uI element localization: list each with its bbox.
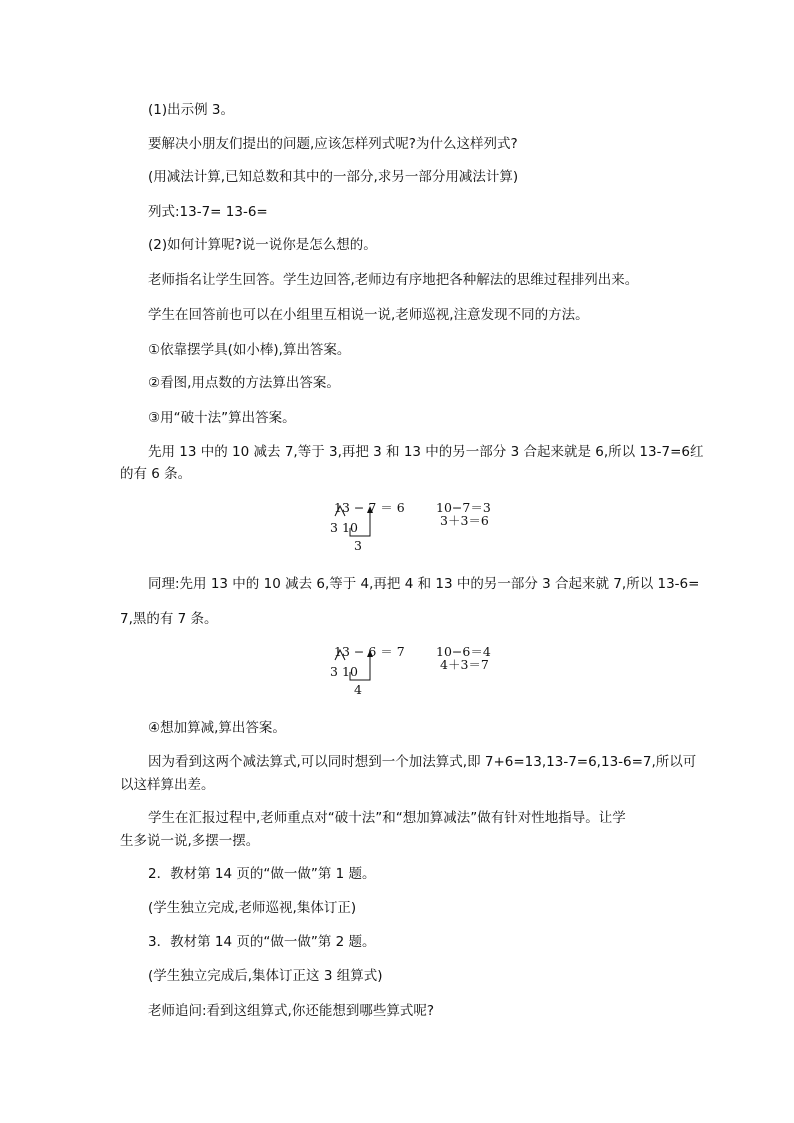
paragraph: ③用“破十法”算出答案。: [148, 410, 296, 426]
step-1: 10−6＝4: [436, 644, 491, 659]
split-left: 3: [330, 520, 338, 535]
split-left: 3: [330, 664, 338, 679]
paragraph: 的有 6 条。: [120, 466, 192, 482]
step-2: 4＋3＝7: [440, 657, 489, 672]
paragraph: 老师指名让学生回答。学生边回答,老师边有序地把各种解法的思维过程排列出来。: [148, 272, 639, 288]
paragraph: ④想加算减,算出答案。: [148, 720, 286, 736]
paragraph: 老师追问:看到这组算式,你还能想到哪些算式呢?: [148, 1003, 435, 1019]
paragraph: 列式:13-7= 13-6=: [148, 204, 268, 220]
paragraph: ①依靠摆学具(如小棒),算出答案。: [148, 342, 351, 358]
break-ten-diagram: [330, 496, 500, 556]
split-right: 10: [342, 520, 358, 535]
paragraph: 以这样算出差。: [120, 777, 215, 793]
equation: 13 − 7 ＝ 6: [334, 500, 405, 515]
paragraph: 因为看到这两个减法算式,可以同时想到一个加法算式,即 7+6=13,13-7=6,13-6=7,所以可: [148, 754, 697, 770]
paragraph: 先用 13 中的 10 减去 7,等于 3,再把 3 和 13 中的另一部分 3 合起来就是 6,所以 13-7=6红: [148, 444, 704, 460]
paragraph: ②看图,用点数的方法算出答案。: [148, 375, 340, 391]
break-ten-diagram: [330, 640, 500, 700]
paragraph: (2)如何计算呢?说一说你是怎么想的。: [148, 237, 377, 253]
paragraph: 2．教材第 14 页的“做一做”第 1 题。: [148, 866, 376, 882]
step-1: 10−7＝3: [436, 500, 491, 515]
bracket-value: 3: [354, 538, 362, 553]
paragraph: (1)出示例 3。: [148, 102, 235, 118]
paragraph: 学生在汇报过程中,老师重点对“破十法”和“想加算减法”做有针对性地指导。让学: [148, 810, 626, 826]
step-2: 3＋3＝6: [440, 513, 489, 528]
paragraph: 学生在回答前也可以在小组里互相说一说,老师巡视,注意发现不同的方法。: [148, 307, 589, 323]
paragraph: (学生独立完成后,集体订正这 3 组算式): [148, 968, 383, 984]
paragraph: 要解决小朋友们提出的问题,应该怎样列式呢?为什么这样列式?: [148, 136, 518, 152]
paragraph: 7,黑的有 7 条。: [120, 611, 218, 627]
paragraph: (学生独立完成,老师巡视,集体订正): [148, 900, 357, 916]
paragraph: 生多说一说,多摆一摆。: [120, 833, 260, 849]
bracket-value: 4: [354, 682, 362, 697]
paragraph: (用减法计算,已知总数和其中的一部分,求另一部分用减法计算): [148, 169, 519, 185]
paragraph: 同理:先用 13 中的 10 减去 6,等于 4,再把 4 和 13 中的另一部分 3 合起来就 7,所以 13-6=: [148, 576, 700, 592]
paragraph: 3．教材第 14 页的“做一做”第 2 题。: [148, 934, 376, 950]
split-right: 10: [342, 664, 358, 679]
equation: 13 − 6 ＝ 7: [334, 644, 405, 659]
